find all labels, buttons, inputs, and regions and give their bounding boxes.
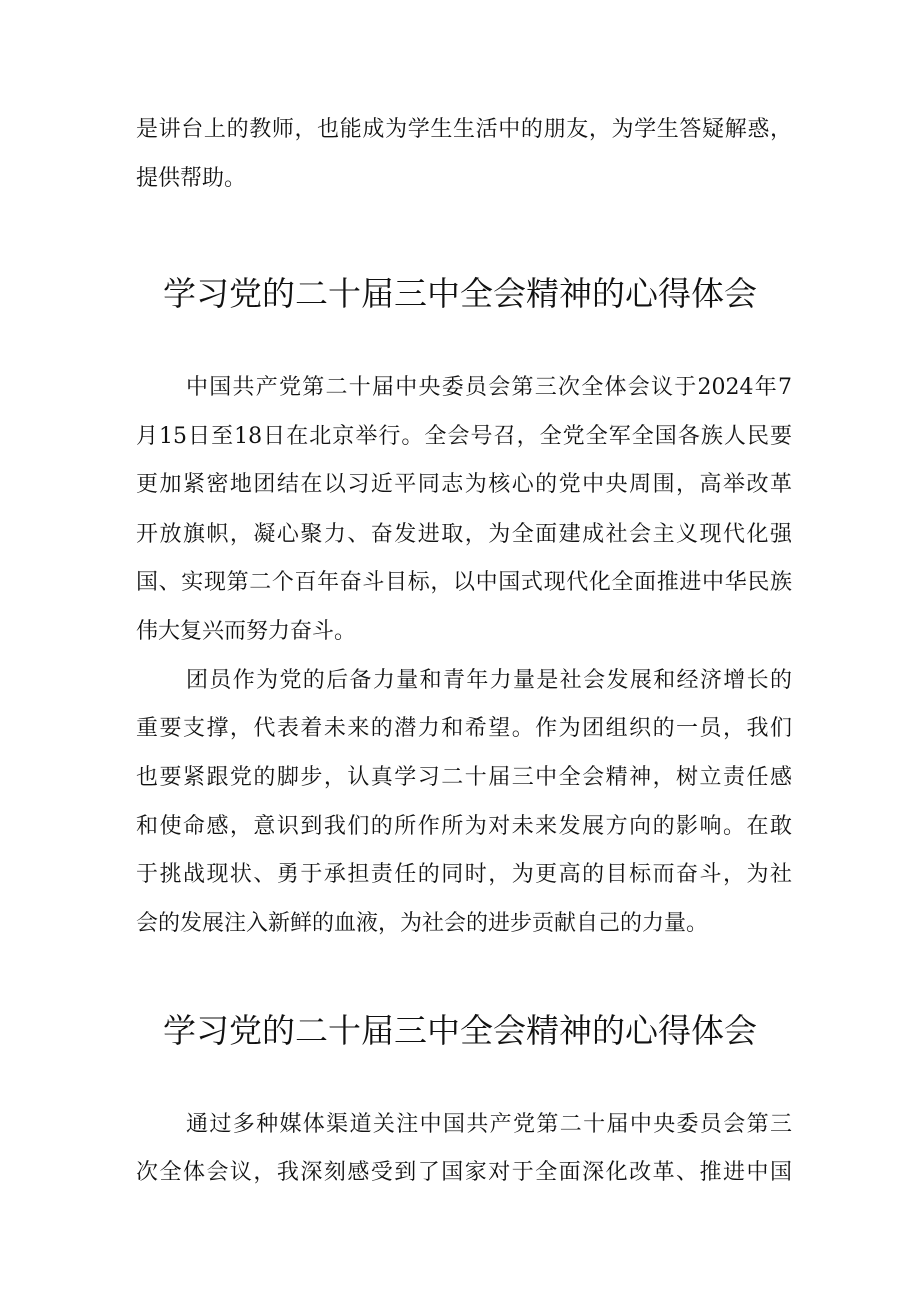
section-title: 学习党的二十届三中全会精神的心得体会 (163, 274, 757, 313)
text-line: 团员作为党的后备力量和青年力量是社会发展和经济增长的 (186, 668, 792, 693)
text-line: 也要紧跟党的脚步，认真学习二十届三中全会精神，树立责任感 (136, 765, 792, 790)
text-line: 重要支撑，代表着未来的潜力和希望。作为团组织的一员，我们 (136, 716, 792, 741)
text-line: 更加紧密地团结在以习近平同志为核心的党中央周围，高举改革 (136, 472, 792, 497)
text-line: 和使命感，意识到我们的所作所为对未来发展方向的影响。在敢 (136, 814, 792, 839)
text-line: 月15日至18日在北京举行。全会号召，全党全军全国各族人民要 (136, 424, 792, 449)
text-line: 于挑战现状、勇于承担责任的同时，为更高的目标而奋斗，为社 (136, 862, 792, 887)
text-line: 中国共产党第二十届中央委员会第三次全体会议于2024年7 (186, 375, 792, 400)
text-line: 是讲台上的教师，也能成为学生生活中的朋友，为学生答疑解惑， (136, 117, 792, 142)
text-line: 次全体会议，我深刻感受到了国家对于全面深化改革、推进中国 (136, 1160, 792, 1185)
text-line: 会的发展注入新鲜的血液，为社会的进步贡献自己的力量。 (136, 911, 709, 936)
text-line: 国、实现第二个百年奋斗目标，以中国式现代化全面推进中华民族 (136, 570, 792, 595)
text-line: 通过多种媒体渠道关注中国共产党第二十届中央委员会第三 (186, 1112, 792, 1137)
text-line: 伟大复兴而努力奋斗。 (136, 619, 357, 644)
text-line: 提供帮助。 (136, 166, 247, 191)
section-title: 学习党的二十届三中全会精神的心得体会 (163, 1011, 757, 1050)
text-line: 开放旗帜，凝心聚力、奋发进取，为全面建成社会主义现代化强 (136, 522, 792, 547)
